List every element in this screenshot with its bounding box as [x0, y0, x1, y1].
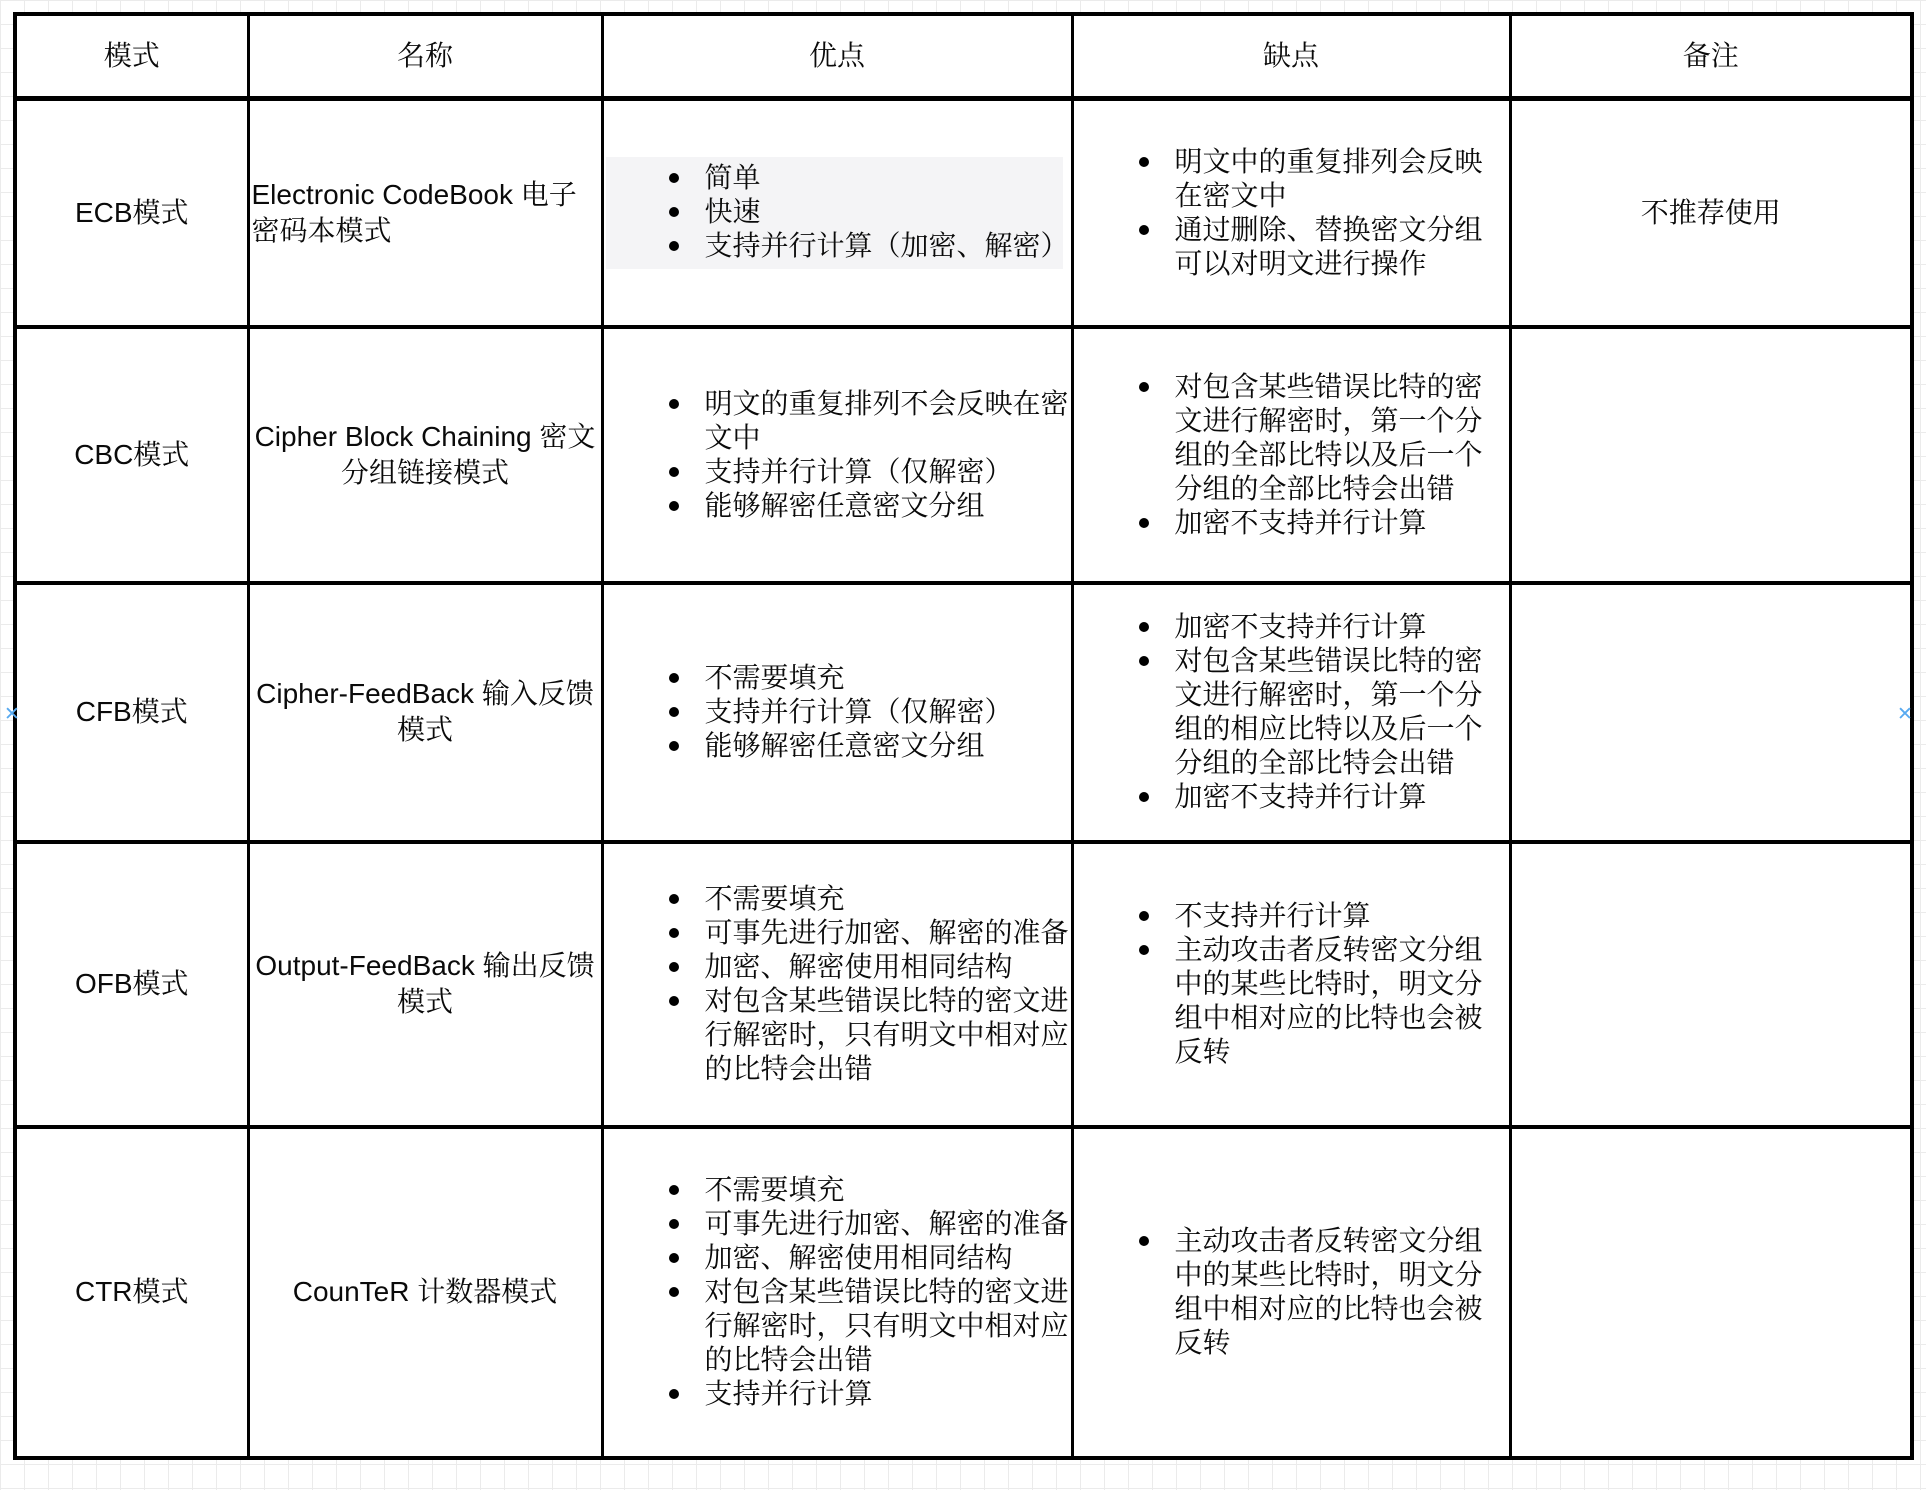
pros-item-text: 可事先进行加密、解密的准备: [704, 917, 1069, 948]
pros-item: [705, 984, 1069, 1086]
cbc-cons-cell[interactable]: [1072, 327, 1510, 583]
pros-item: [705, 1207, 1069, 1241]
cons-item: [1175, 899, 1507, 933]
cons-item-text: 对包含某些错误比特的密文进行解密时，第一个分组的全部比特以及后一个分组的全部比特会出错: [1174, 370, 1483, 504]
row-ofb: [15, 842, 1912, 1127]
pros-item: [705, 695, 1069, 729]
pros-item-text: 加密、解密使用相同结构: [704, 1242, 1013, 1273]
cons-item-text: 主动攻击者反转密文分组中的某些比特时，明文分组中相对应的比特也会被反转: [1174, 1225, 1483, 1358]
cons-item-text: 对包含某些错误比特的密文进行解密时，第一个分组的相应比特以及后一个分组的全部比特会出错: [1174, 645, 1483, 778]
ctr-cons-list: [1074, 1222, 1509, 1362]
name-label: Cipher-FeedBack 输入反馈模式: [256, 678, 594, 745]
cbc-pros-cell[interactable]: [602, 327, 1072, 583]
cbc-cons-list: [1074, 368, 1509, 542]
row-ecb: [15, 99, 1912, 327]
cons-item: [1175, 933, 1507, 1069]
ctr-pros-list: [604, 1171, 1071, 1413]
ecb-cons-list: [1074, 143, 1509, 283]
cfb-note-cell[interactable]: [1510, 583, 1912, 842]
cons-item: [1175, 610, 1507, 644]
pros-item: [705, 1377, 1069, 1411]
alignment-marker-left-icon: ✕: [4, 704, 20, 725]
pros-item: [705, 455, 1069, 489]
pros-item-text: 支持并行计算: [704, 1378, 873, 1409]
ctr-pros-cell[interactable]: [602, 1127, 1072, 1458]
cfb-cons-list: [1074, 608, 1509, 816]
ecb-mode-cell[interactable]: [15, 99, 248, 327]
ctr-mode-cell[interactable]: [15, 1127, 248, 1458]
pros-item: [705, 1241, 1069, 1275]
pros-item: [705, 661, 1069, 695]
cons-item: [1175, 1224, 1507, 1360]
header-cell-mode[interactable]: [15, 14, 248, 99]
ecb-name-cell[interactable]: [248, 99, 602, 327]
ecb-cons-cell[interactable]: [1072, 99, 1510, 327]
mode-label: CTR模式: [74, 1276, 189, 1307]
pros-item-text: 对包含某些错误比特的密文进行解密时，只有明文中相对应的比特会出错: [704, 1276, 1069, 1375]
pros-item: [705, 916, 1069, 950]
pros-item-text: 不需要填充: [704, 662, 845, 693]
cbc-mode-cell[interactable]: [15, 327, 248, 583]
pros-item-text: 不需要填充: [704, 1174, 845, 1205]
pros-item-text: 支持并行计算（仅解密）: [704, 455, 1013, 487]
cons-item-text: 加密不支持并行计算: [1174, 611, 1427, 642]
alignment-marker-right-icon: ✕: [1897, 704, 1913, 725]
cons-item: [1175, 213, 1507, 281]
cfb-pros-cell[interactable]: [602, 583, 1072, 842]
mode-label: OFB模式: [74, 968, 189, 999]
name-label: CounTeR 计数器模式: [292, 1276, 558, 1307]
name-label: Electronic CodeBook 电子密码本模式: [251, 178, 577, 246]
header-note-label: 备注: [1682, 40, 1739, 71]
pros-item-text: 能够解密任意密文分组: [704, 489, 985, 521]
ecb-pros-list: [606, 157, 1069, 269]
header-cell-name[interactable]: [248, 14, 602, 99]
cipher-modes-table: [13, 12, 1914, 1460]
cons-item-text: 主动攻击者反转密文分组中的某些比特时，明文分组中相对应的比特也会被反转: [1174, 934, 1483, 1067]
cons-item: [1175, 506, 1507, 540]
pros-item-text: 加密、解密使用相同结构: [704, 951, 1013, 982]
cons-item: [1175, 644, 1507, 780]
pros-item: [705, 161, 1061, 195]
cons-item-text: 加密不支持并行计算: [1174, 506, 1427, 538]
cfb-pros-list: [604, 659, 1071, 765]
cfb-mode-cell[interactable]: [15, 583, 248, 842]
cons-item: [1175, 145, 1507, 213]
pros-item: [705, 729, 1069, 763]
cons-item-text: 通过删除、替换密文分组可以对明文进行操作: [1174, 213, 1483, 279]
pros-item: [705, 195, 1061, 229]
ctr-name-cell[interactable]: [248, 1127, 602, 1458]
header-row: [15, 14, 1912, 99]
ofb-name-cell[interactable]: [248, 842, 602, 1127]
pros-item-text: 简单: [704, 161, 761, 193]
pros-item-text: 对包含某些错误比特的密文进行解密时，只有明文中相对应的比特会出错: [704, 985, 1069, 1084]
row-ctr: [15, 1127, 1912, 1458]
pros-item: [705, 950, 1069, 984]
header-cons-label: 缺点: [1262, 40, 1319, 71]
cons-item-text: 不支持并行计算: [1174, 900, 1371, 931]
ecb-pros-cell[interactable]: [602, 99, 1072, 327]
pros-item-text: 支持并行计算（加密、解密）: [704, 229, 1069, 261]
cbc-pros-list: [604, 385, 1071, 525]
pros-item-text: 明文的重复排列不会反映在密文中: [704, 387, 1069, 453]
ofb-note-cell[interactable]: [1510, 842, 1912, 1127]
cons-item: [1175, 780, 1507, 814]
pros-item: [705, 387, 1069, 455]
pros-item-text: 不需要填充: [704, 883, 845, 914]
ofb-cons-cell[interactable]: [1072, 842, 1510, 1127]
cons-item: [1175, 370, 1507, 506]
pros-item: [705, 882, 1069, 916]
pros-item-text: 可事先进行加密、解密的准备: [704, 1208, 1069, 1239]
mode-label: ECB模式: [74, 196, 189, 228]
header-mode-label: 模式: [103, 40, 160, 71]
pros-item-text: 快速: [704, 195, 761, 227]
mode-label: CBC模式: [74, 438, 190, 470]
header-cell-cons[interactable]: [1072, 14, 1510, 99]
ctr-note-cell[interactable]: [1510, 1127, 1912, 1458]
name-label: Cipher Block Chaining 密文分组链接模式: [254, 420, 596, 488]
ecb-note-cell[interactable]: [1510, 99, 1912, 327]
cbc-note-cell[interactable]: [1510, 327, 1912, 583]
ofb-cons-list: [1074, 897, 1509, 1071]
cfb-cons-cell[interactable]: [1072, 583, 1510, 842]
name-label: Output-FeedBack 输出反馈模式: [255, 950, 595, 1017]
pros-item-text: 支持并行计算（仅解密）: [704, 696, 1013, 727]
header-cell-pros[interactable]: [602, 14, 1072, 99]
header-pros-label: 优点: [808, 40, 865, 71]
ofb-pros-list: [604, 880, 1071, 1088]
pros-item: [705, 489, 1069, 523]
ctr-cons-cell[interactable]: [1072, 1127, 1510, 1458]
row-cbc: [15, 327, 1912, 583]
header-cell-note[interactable]: [1510, 14, 1912, 99]
note-label: 不推荐使用: [1640, 196, 1781, 228]
cons-item-text: 明文中的重复排列会反映在密文中: [1174, 145, 1483, 211]
ofb-pros-cell[interactable]: [602, 842, 1072, 1127]
row-cfb: [15, 583, 1912, 842]
cfb-name-cell[interactable]: [248, 583, 602, 842]
pros-item: [705, 1275, 1069, 1377]
pros-item: [704, 229, 1069, 263]
header-name-label: 名称: [396, 40, 453, 71]
cons-item-text: 加密不支持并行计算: [1174, 781, 1427, 812]
ofb-mode-cell[interactable]: [15, 842, 248, 1127]
cbc-name-cell[interactable]: [248, 327, 602, 583]
pros-item: [705, 1173, 1069, 1207]
mode-label: CFB模式: [75, 696, 188, 727]
pros-item-text: 能够解密任意密文分组: [704, 730, 985, 761]
